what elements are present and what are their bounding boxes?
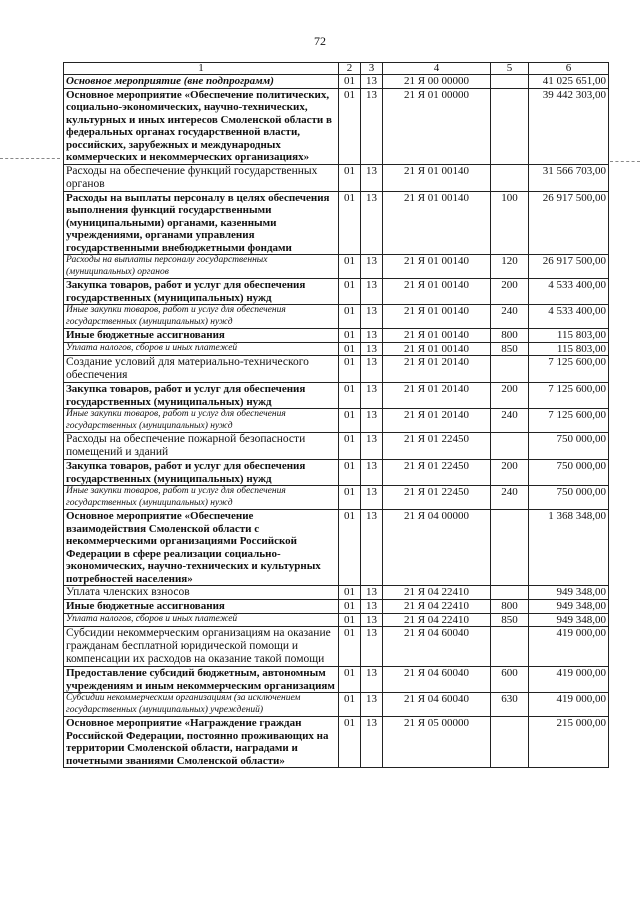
target-item-code-cell: 21 Я 04 22410 (383, 586, 491, 600)
table-row (64, 88, 609, 164)
target-item-code-cell: 21 Я 01 00140 (383, 342, 491, 356)
target-item-code-cell: 21 Я 01 00140 (383, 255, 491, 279)
row-name-cell: Создание условий для материально-технического обеспечения (64, 356, 339, 383)
row-name-cell: Основное мероприятие «Награждение граждан Российской Федерации, постоянно проживающих на территории Смоленской области, наградами и почетными званиями Смоленской области» (64, 717, 339, 768)
amount-cell: 750 000,00 (529, 486, 609, 510)
table-row (64, 279, 609, 305)
target-item-code-cell: 21 Я 01 20140 (383, 409, 491, 433)
target-item-code-cell: 21 Я 01 22450 (383, 433, 491, 460)
table-row (64, 409, 609, 433)
section-code-cell: 01 (339, 255, 361, 279)
row-name-cell: Основное мероприятие «Обеспечение политических, социально-экономических, научно-технических, культурных и иных интересов Смоленской области в федеральных органах государственной власти, российских, зарубежных и международных коммерческих и некоммерческих организациях» (64, 88, 339, 164)
expense-type-code-cell (491, 356, 529, 383)
table-header-row (64, 63, 609, 75)
table-row (64, 717, 609, 768)
table-row (64, 486, 609, 510)
subsection-code-cell: 13 (361, 356, 383, 383)
subsection-code-cell: 13 (361, 305, 383, 329)
target-item-code-cell: 21 Я 00 00000 (383, 75, 491, 89)
expense-type-code-cell (491, 75, 529, 89)
expense-type-code-cell (491, 627, 529, 667)
subsection-code-cell: 13 (361, 409, 383, 433)
column-header: 5 (491, 63, 529, 75)
expense-type-code-cell: 100 (491, 191, 529, 255)
subsection-code-cell: 13 (361, 383, 383, 409)
target-item-code-cell: 21 Я 01 00140 (383, 164, 491, 191)
expense-type-code-cell: 240 (491, 305, 529, 329)
column-header: 3 (361, 63, 383, 75)
section-code-cell: 01 (339, 329, 361, 343)
target-item-code-cell: 21 Я 04 22410 (383, 600, 491, 614)
column-header: 1 (64, 63, 339, 75)
section-code-cell: 01 (339, 717, 361, 768)
subsection-code-cell: 13 (361, 255, 383, 279)
table-row (64, 600, 609, 614)
section-code-cell: 01 (339, 586, 361, 600)
section-code-cell: 01 (339, 460, 361, 486)
row-name-cell: Расходы на выплаты персоналу в целях обеспечения выполнения функций государственными (муниципальными) органами, казенными учреждениями, органами управления государственными внебюджетными фондами (64, 191, 339, 255)
row-name-cell: Субсидии некоммерческим организациям на оказание гражданам бесплатной юридической помощи и компенсации их расходов на оказание такой помощи (64, 627, 339, 667)
expense-type-code-cell: 200 (491, 383, 529, 409)
section-code-cell: 01 (339, 191, 361, 255)
target-item-code-cell: 21 Я 05 00000 (383, 717, 491, 768)
amount-cell: 31 566 703,00 (529, 164, 609, 191)
target-item-code-cell: 21 Я 01 22450 (383, 486, 491, 510)
row-name-cell: Расходы на обеспечение функций государственных органов (64, 164, 339, 191)
table-row (64, 627, 609, 667)
row-name-cell: Закупка товаров, работ и услуг для обеспечения государственных (муниципальных) нужд (64, 383, 339, 409)
target-item-code-cell: 21 Я 04 22410 (383, 613, 491, 627)
subsection-code-cell: 13 (361, 279, 383, 305)
row-name-cell: Закупка товаров, работ и услуг для обеспечения государственных (муниципальных) нужд (64, 460, 339, 486)
subsection-code-cell: 13 (361, 613, 383, 627)
section-code-cell: 01 (339, 88, 361, 164)
row-name-cell: Уплата членских взносов (64, 586, 339, 600)
table-row (64, 329, 609, 343)
row-name-cell: Уплата налогов, сборов и иных платежей (64, 613, 339, 627)
expense-type-code-cell: 240 (491, 409, 529, 433)
expense-type-code-cell: 800 (491, 329, 529, 343)
expense-type-code-cell: 600 (491, 667, 529, 693)
amount-cell: 115 803,00 (529, 329, 609, 343)
section-code-cell: 01 (339, 486, 361, 510)
subsection-code-cell: 13 (361, 75, 383, 89)
row-name-cell: Закупка товаров, работ и услуг для обеспечения государственных (муниципальных) нужд (64, 279, 339, 305)
amount-cell: 949 348,00 (529, 600, 609, 614)
subsection-code-cell: 13 (361, 586, 383, 600)
section-code-cell: 01 (339, 693, 361, 717)
subsection-code-cell: 13 (361, 486, 383, 510)
subsection-code-cell: 13 (361, 191, 383, 255)
table-row (64, 586, 609, 600)
table-row (64, 305, 609, 329)
row-name-cell: Иные закупки товаров, работ и услуг для обеспечения государственных (муниципальных) нужд (64, 486, 339, 510)
target-item-code-cell: 21 Я 01 22450 (383, 460, 491, 486)
subsection-code-cell: 13 (361, 667, 383, 693)
row-name-cell: Расходы на обеспечение пожарной безопасности помещений и зданий (64, 433, 339, 460)
amount-cell: 750 000,00 (529, 433, 609, 460)
row-name-cell: Иные закупки товаров, работ и услуг для обеспечения государственных (муниципальных) нужд (64, 305, 339, 329)
subsection-code-cell: 13 (361, 329, 383, 343)
target-item-code-cell: 21 Я 01 00140 (383, 191, 491, 255)
row-name-cell: Предоставление субсидий бюджетным, автономным учреждениям и иным некоммерческим организациям (64, 667, 339, 693)
amount-cell: 7 125 600,00 (529, 409, 609, 433)
subsection-code-cell: 13 (361, 510, 383, 586)
section-code-cell: 01 (339, 667, 361, 693)
budget-table (63, 62, 609, 768)
page-number: 72 (314, 34, 326, 48)
row-name-cell: Иные закупки товаров, работ и услуг для обеспечения государственных (муниципальных) нужд (64, 409, 339, 433)
subsection-code-cell: 13 (361, 164, 383, 191)
amount-cell: 419 000,00 (529, 693, 609, 717)
table-row (64, 356, 609, 383)
right-margin-mark (610, 161, 640, 162)
table-row (64, 383, 609, 409)
section-code-cell: 01 (339, 383, 361, 409)
left-margin-mark (0, 158, 60, 159)
section-code-cell: 01 (339, 600, 361, 614)
section-code-cell: 01 (339, 356, 361, 383)
section-code-cell: 01 (339, 305, 361, 329)
expense-type-code-cell: 200 (491, 460, 529, 486)
amount-cell: 41 025 651,00 (529, 75, 609, 89)
target-item-code-cell: 21 Я 01 00140 (383, 305, 491, 329)
expense-type-code-cell (491, 586, 529, 600)
column-header: 6 (529, 63, 609, 75)
table-row (64, 75, 609, 89)
target-item-code-cell: 21 Я 04 00000 (383, 510, 491, 586)
amount-cell: 26 917 500,00 (529, 255, 609, 279)
subsection-code-cell: 13 (361, 88, 383, 164)
subsection-code-cell: 13 (361, 693, 383, 717)
target-item-code-cell: 21 Я 01 20140 (383, 383, 491, 409)
subsection-code-cell: 13 (361, 600, 383, 614)
subsection-code-cell: 13 (361, 717, 383, 768)
amount-cell: 4 533 400,00 (529, 305, 609, 329)
section-code-cell: 01 (339, 613, 361, 627)
section-code-cell: 01 (339, 75, 361, 89)
expense-type-code-cell (491, 510, 529, 586)
row-name-cell: Иные бюджетные ассигнования (64, 329, 339, 343)
expense-type-code-cell: 240 (491, 486, 529, 510)
target-item-code-cell: 21 Я 04 60040 (383, 667, 491, 693)
row-name-cell: Субсидии некоммерческим организациям (за исключением государственных (муниципальных) учреждений) (64, 693, 339, 717)
target-item-code-cell: 21 Я 01 00140 (383, 329, 491, 343)
target-item-code-cell: 21 Я 01 00140 (383, 279, 491, 305)
section-code-cell: 01 (339, 279, 361, 305)
subsection-code-cell: 13 (361, 342, 383, 356)
amount-cell: 26 917 500,00 (529, 191, 609, 255)
expense-type-code-cell: 850 (491, 342, 529, 356)
amount-cell: 7 125 600,00 (529, 383, 609, 409)
expense-type-code-cell: 800 (491, 600, 529, 614)
table-row (64, 191, 609, 255)
column-header: 4 (383, 63, 491, 75)
amount-cell: 750 000,00 (529, 460, 609, 486)
table-row (64, 460, 609, 486)
amount-cell: 1 368 348,00 (529, 510, 609, 586)
amount-cell: 949 348,00 (529, 586, 609, 600)
expense-type-code-cell (491, 164, 529, 191)
table-row (64, 164, 609, 191)
table-row (64, 433, 609, 460)
expense-type-code-cell: 630 (491, 693, 529, 717)
amount-cell: 4 533 400,00 (529, 279, 609, 305)
subsection-code-cell: 13 (361, 627, 383, 667)
section-code-cell: 01 (339, 510, 361, 586)
table-row (64, 510, 609, 586)
expense-type-code-cell (491, 88, 529, 164)
table-row (64, 667, 609, 693)
subsection-code-cell: 13 (361, 433, 383, 460)
section-code-cell: 01 (339, 433, 361, 460)
amount-cell: 949 348,00 (529, 613, 609, 627)
subsection-code-cell: 13 (361, 460, 383, 486)
section-code-cell: 01 (339, 627, 361, 667)
table-body (64, 75, 609, 768)
expense-type-code-cell: 200 (491, 279, 529, 305)
row-name-cell: Иные бюджетные ассигнования (64, 600, 339, 614)
amount-cell: 115 803,00 (529, 342, 609, 356)
amount-cell: 7 125 600,00 (529, 356, 609, 383)
amount-cell: 419 000,00 (529, 627, 609, 667)
section-code-cell: 01 (339, 409, 361, 433)
table-row (64, 342, 609, 356)
amount-cell: 419 000,00 (529, 667, 609, 693)
expense-type-code-cell: 120 (491, 255, 529, 279)
row-name-cell: Основное мероприятие «Обеспечение взаимодействия Смоленской области с некоммерческими организациями Российской Федерации в сфере реализации социально-экономических, научно-технических и культурных потребностей населения» (64, 510, 339, 586)
expense-type-code-cell (491, 717, 529, 768)
section-code-cell: 01 (339, 164, 361, 191)
section-code-cell: 01 (339, 342, 361, 356)
target-item-code-cell: 21 Я 01 20140 (383, 356, 491, 383)
target-item-code-cell: 21 Я 01 00000 (383, 88, 491, 164)
amount-cell: 215 000,00 (529, 717, 609, 768)
target-item-code-cell: 21 Я 04 60040 (383, 693, 491, 717)
table-row (64, 613, 609, 627)
row-name-cell: Основное мероприятие (вне подпрограмм) (64, 75, 339, 89)
amount-cell: 39 442 303,00 (529, 88, 609, 164)
table-row (64, 693, 609, 717)
column-header: 2 (339, 63, 361, 75)
expense-type-code-cell (491, 433, 529, 460)
target-item-code-cell: 21 Я 04 60040 (383, 627, 491, 667)
table-row (64, 255, 609, 279)
row-name-cell: Расходы на выплаты персоналу государственных (муниципальных) органов (64, 255, 339, 279)
expense-type-code-cell: 850 (491, 613, 529, 627)
row-name-cell: Уплата налогов, сборов и иных платежей (64, 342, 339, 356)
